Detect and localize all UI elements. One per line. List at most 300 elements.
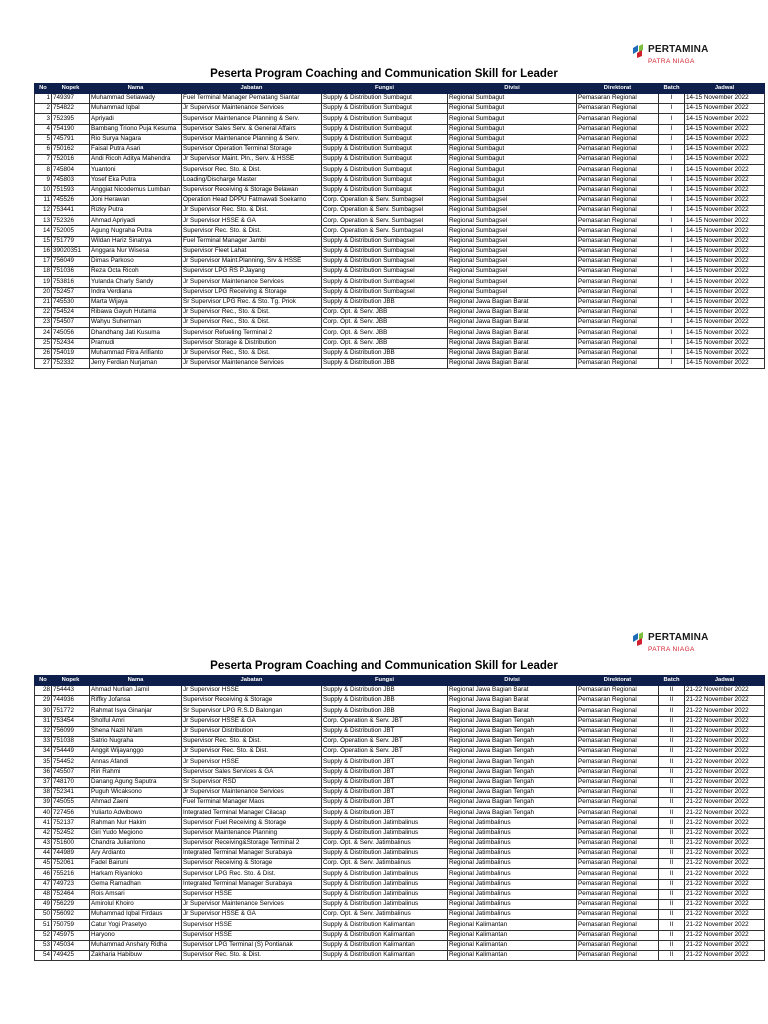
cell-nama: Ribawa Gayuh Hutama xyxy=(90,307,182,317)
cell-batch: I xyxy=(659,144,685,154)
cell-fungsi: Supply & Distribution JBT xyxy=(322,726,448,736)
cell-no: 50 xyxy=(35,910,52,920)
cell-nopek: 749397 xyxy=(52,94,90,104)
cell-nama: Faisal Putra Asari xyxy=(90,144,182,154)
cell-nama: Agung Nugraha Putra xyxy=(90,226,182,236)
cell-no: 45 xyxy=(35,859,52,869)
cell-nama: Yosef Eka Putra xyxy=(90,175,182,185)
cell-fungsi: Corp. Opt. & Serv. Jatimbalinus xyxy=(322,838,448,848)
cell-fungsi: Supply & Distribution Sumbagut xyxy=(322,114,448,124)
cell-batch: I xyxy=(659,104,685,114)
cell-nama: Anggit Wijayanggo xyxy=(90,747,182,757)
cell-nopek: 751038 xyxy=(52,736,90,746)
cell-batch: II xyxy=(659,808,685,818)
cell-nopek: 754019 xyxy=(52,348,90,358)
table-row xyxy=(35,297,765,307)
cell-no: 2 xyxy=(35,104,52,114)
cell-jadwal: 14-15 November 2022 xyxy=(685,277,765,287)
column-header-jabatan: Jabatan xyxy=(182,84,322,94)
cell-jadwal: 14-15 November 2022 xyxy=(685,104,765,114)
cell-jadwal: 14-15 November 2022 xyxy=(685,287,765,297)
cell-direktorat: Pemasaran Regional xyxy=(577,767,659,777)
cell-fungsi: Corp. Operation & Serv. JBT xyxy=(322,736,448,746)
column-header-jadwal: Jadwal xyxy=(685,676,765,686)
table-row xyxy=(35,195,765,205)
cell-jadwal: 14-15 November 2022 xyxy=(685,348,765,358)
table-row xyxy=(35,185,765,195)
table-row xyxy=(35,940,765,950)
cell-jadwal: 21-22 November 2022 xyxy=(685,726,765,736)
column-header-nopek: Nopek xyxy=(52,84,90,94)
cell-fungsi: Supply & Distribution JBB xyxy=(322,297,448,307)
cell-jabatan: Supervisor LPG Terminal (S) Pontianak xyxy=(182,940,322,950)
cell-batch: I xyxy=(659,246,685,256)
cell-nopek: 745056 xyxy=(52,328,90,338)
cell-fungsi: Supply & Distribution Sumbagut xyxy=(322,165,448,175)
cell-batch: I xyxy=(659,277,685,287)
cell-fungsi: Supply & Distribution Jatimbalinus xyxy=(322,889,448,899)
cell-jadwal: 14-15 November 2022 xyxy=(685,175,765,185)
cell-direktorat: Pemasaran Regional xyxy=(577,257,659,267)
cell-jadwal: 14-15 November 2022 xyxy=(685,144,765,154)
cell-nama: Wahyu Suherman xyxy=(90,318,182,328)
cell-fungsi: Corp. Operation & Serv. Sumbagsel xyxy=(322,206,448,216)
cell-nama: Riffky Jofansa xyxy=(90,696,182,706)
table-row xyxy=(35,869,765,879)
cell-divisi: Regional Sumbagut xyxy=(448,165,577,175)
participant-table xyxy=(34,83,765,369)
cell-no: 16 xyxy=(35,246,52,256)
table-row xyxy=(35,838,765,848)
cell-jabatan: Jr Supervisor Rec. Sto. & Dist. xyxy=(182,747,322,757)
cell-fungsi: Supply & Distribution Sumbagut xyxy=(322,104,448,114)
cell-jabatan: Supervisor Operation Terminal Storage xyxy=(182,144,322,154)
cell-nopek: 756092 xyxy=(52,910,90,920)
cell-divisi: Regional Jawa Bagian Tengah xyxy=(448,747,577,757)
table-row xyxy=(35,124,765,134)
cell-fungsi: Supply & Distribution Sumbagut xyxy=(322,175,448,185)
cell-jabatan: Jr Supervisor Maintenance Services xyxy=(182,899,322,909)
cell-direktorat: Pemasaran Regional xyxy=(577,757,659,767)
cell-jabatan: Fuel Terminal Manager Jambi xyxy=(182,236,322,246)
cell-fungsi: Supply & Distribution Sumbagut xyxy=(322,124,448,134)
cell-jabatan: Jr Supervisor Rec., Sto. & Dist. xyxy=(182,348,322,358)
cell-divisi: Regional Sumbagut xyxy=(448,155,577,165)
cell-direktorat: Pemasaran Regional xyxy=(577,940,659,950)
cell-nopek: 750759 xyxy=(52,920,90,930)
cell-divisi: Regional Sumbagsel xyxy=(448,216,577,226)
cell-nama: Bambang Triono Puja Kesuma xyxy=(90,124,182,134)
table-row xyxy=(35,358,765,368)
cell-divisi: Regional Jawa Bagian Tengah xyxy=(448,757,577,767)
cell-no: 18 xyxy=(35,267,52,277)
cell-nama: Reza Octa Ricoh xyxy=(90,267,182,277)
cell-jadwal: 14-15 November 2022 xyxy=(685,206,765,216)
cell-nopek: 752326 xyxy=(52,216,90,226)
cell-nopek: 749723 xyxy=(52,879,90,889)
cell-no: 52 xyxy=(35,930,52,940)
cell-fungsi: Supply & Distribution JBT xyxy=(322,798,448,808)
cell-nama: Anggiat Nicodemus Lumban xyxy=(90,185,182,195)
cell-nopek: 754822 xyxy=(52,104,90,114)
cell-no: 25 xyxy=(35,338,52,348)
cell-direktorat: Pemasaran Regional xyxy=(577,104,659,114)
cell-jabatan: Supervisor Sales Services & GA xyxy=(182,767,322,777)
cell-nopek: 754443 xyxy=(52,686,90,696)
cell-direktorat: Pemasaran Regional xyxy=(577,358,659,368)
cell-fungsi: Supply & Distribution Jatimbalinus xyxy=(322,818,448,828)
cell-nopek: 756099 xyxy=(52,726,90,736)
cell-divisi: Regional Jawa Bagian Tengah xyxy=(448,798,577,808)
cell-no: 53 xyxy=(35,940,52,950)
cell-jadwal: 21-22 November 2022 xyxy=(685,798,765,808)
table-row xyxy=(35,165,765,175)
cell-nama: Rahman Nur Hakim xyxy=(90,818,182,828)
table-row xyxy=(35,318,765,328)
cell-no: 3 xyxy=(35,114,52,124)
cell-jabatan: Jr Supervisor HSSE xyxy=(182,686,322,696)
cell-jabatan: Jr Supervisor Maintenance Services xyxy=(182,787,322,797)
cell-jabatan: Jr Supervisor Rec., Sto. & Dist. xyxy=(182,318,322,328)
cell-direktorat: Pemasaran Regional xyxy=(577,838,659,848)
table-row xyxy=(35,736,765,746)
cell-nopek: 751772 xyxy=(52,706,90,716)
table-row xyxy=(35,134,765,144)
cell-nopek: 753441 xyxy=(52,206,90,216)
cell-divisi: Regional Sumbagut xyxy=(448,114,577,124)
cell-fungsi: Corp. Opt. & Serv. JBB xyxy=(322,338,448,348)
cell-batch: II xyxy=(659,767,685,777)
table-row xyxy=(35,206,765,216)
cell-batch: II xyxy=(659,950,685,960)
cell-no: 27 xyxy=(35,358,52,368)
cell-jadwal: 14-15 November 2022 xyxy=(685,185,765,195)
cell-nopek: 753454 xyxy=(52,716,90,726)
cell-fungsi: Corp. Opt. & Serv. Jatimbalinus xyxy=(322,910,448,920)
cell-jadwal: 21-22 November 2022 xyxy=(685,716,765,726)
cell-divisi: Regional Sumbagsel xyxy=(448,277,577,287)
cell-nama: Anggara Nur Wisesa xyxy=(90,246,182,256)
cell-fungsi: Supply & Distribution JBT xyxy=(322,767,448,777)
cell-fungsi: Supply & Distribution JBB xyxy=(322,706,448,716)
cell-direktorat: Pemasaran Regional xyxy=(577,348,659,358)
cell-no: 20 xyxy=(35,287,52,297)
table-row xyxy=(35,910,765,920)
cell-nama: Amirolul Khoiro xyxy=(90,899,182,909)
cell-batch: I xyxy=(659,297,685,307)
cell-no: 43 xyxy=(35,838,52,848)
cell-nopek: 751593 xyxy=(52,185,90,195)
cell-direktorat: Pemasaran Regional xyxy=(577,747,659,757)
cell-nopek: 745803 xyxy=(52,175,90,185)
cell-nopek: 751600 xyxy=(52,838,90,848)
table-row xyxy=(35,686,765,696)
cell-batch: II xyxy=(659,859,685,869)
cell-no: 7 xyxy=(35,155,52,165)
cell-jadwal: 21-22 November 2022 xyxy=(685,747,765,757)
table-row xyxy=(35,696,765,706)
cell-divisi: Regional Sumbagsel xyxy=(448,195,577,205)
cell-fungsi: Corp. Opt. & Serv. JBB xyxy=(322,318,448,328)
cell-nama: Jerry Ferdian Nurjaman xyxy=(90,358,182,368)
cell-direktorat: Pemasaran Regional xyxy=(577,828,659,838)
cell-direktorat: Pemasaran Regional xyxy=(577,889,659,899)
table-row xyxy=(35,328,765,338)
cell-jabatan: Supervisor LPG Rec. Sto. & Dist. xyxy=(182,869,322,879)
cell-fungsi: Corp. Opt. & Serv. JBB xyxy=(322,307,448,317)
cell-jabatan: Supervisor Sales Serv. & General Affairs xyxy=(182,124,322,134)
cell-divisi: Regional Sumbagsel xyxy=(448,287,577,297)
cell-divisi: Regional Jatimbalinus xyxy=(448,818,577,828)
table-header-row xyxy=(35,84,765,94)
cell-jadwal: 14-15 November 2022 xyxy=(685,216,765,226)
brand-name: PERTAMINA xyxy=(648,44,709,55)
cell-jadwal: 21-22 November 2022 xyxy=(685,696,765,706)
cell-fungsi: Supply & Distribution Sumbagsel xyxy=(322,257,448,267)
cell-direktorat: Pemasaran Regional xyxy=(577,134,659,144)
table-row xyxy=(35,849,765,859)
cell-batch: II xyxy=(659,706,685,716)
table-row xyxy=(35,144,765,154)
cell-batch: I xyxy=(659,338,685,348)
cell-jabatan: Jr Supervisor Maintenance Services xyxy=(182,358,322,368)
cell-direktorat: Pemasaran Regional xyxy=(577,777,659,787)
cell-nopek: 754452 xyxy=(52,757,90,767)
cell-batch: II xyxy=(659,757,685,767)
cell-divisi: Regional Jawa Bagian Tengah xyxy=(448,736,577,746)
column-header-divisi: Divisi xyxy=(448,676,577,686)
cell-divisi: Regional Jawa Bagian Barat xyxy=(448,358,577,368)
cell-fungsi: Corp. Operation & Serv. Sumbagsel xyxy=(322,195,448,205)
cell-fungsi: Supply & Distribution JBT xyxy=(322,787,448,797)
cell-divisi: Regional Jatimbalinus xyxy=(448,828,577,838)
cell-jadwal: 14-15 November 2022 xyxy=(685,226,765,236)
cell-jabatan: Supervisor Maintenance Planning & Serv. xyxy=(182,114,322,124)
cell-jabatan: Supervisor HSSE xyxy=(182,889,322,899)
table-row xyxy=(35,767,765,777)
table-row xyxy=(35,950,765,960)
cell-no: 32 xyxy=(35,726,52,736)
cell-divisi: Regional Sumbagut xyxy=(448,185,577,195)
cell-no: 19 xyxy=(35,277,52,287)
cell-direktorat: Pemasaran Regional xyxy=(577,706,659,716)
cell-divisi: Regional Sumbagsel xyxy=(448,246,577,256)
table-row xyxy=(35,899,765,909)
cell-no: 13 xyxy=(35,216,52,226)
cell-fungsi: Supply & Distribution Sumbagsel xyxy=(322,287,448,297)
cell-divisi: Regional Jatimbalinus xyxy=(448,849,577,859)
column-header-batch: Batch xyxy=(659,676,685,686)
cell-fungsi: Supply & Distribution Sumbagsel xyxy=(322,267,448,277)
cell-jabatan: Supervisor Receiving&Storage Terminal 2 xyxy=(182,838,322,848)
table-row xyxy=(35,94,765,104)
cell-direktorat: Pemasaran Regional xyxy=(577,185,659,195)
column-header-nama: Nama xyxy=(90,676,182,686)
cell-jabatan: Integrated Terminal Manager Cilacap xyxy=(182,808,322,818)
page-title: Peserta Program Coaching and Communication Skill for Leader xyxy=(210,68,558,80)
column-header-divisi: Divisi xyxy=(448,84,577,94)
cell-nopek: 752395 xyxy=(52,114,90,124)
cell-jadwal: 14-15 November 2022 xyxy=(685,318,765,328)
cell-divisi: Regional Sumbagsel xyxy=(448,257,577,267)
cell-no: 29 xyxy=(35,696,52,706)
cell-jabatan: Supervisor Fleet Lahat xyxy=(182,246,322,256)
cell-divisi: Regional Jatimbalinus xyxy=(448,869,577,879)
page-title: Peserta Program Coaching and Communication Skill for Leader xyxy=(210,660,558,672)
cell-nama: Muhammad Iqbal Firdaus xyxy=(90,910,182,920)
table-row xyxy=(35,216,765,226)
cell-direktorat: Pemasaran Regional xyxy=(577,787,659,797)
cell-batch: I xyxy=(659,287,685,297)
cell-nopek: 751779 xyxy=(52,236,90,246)
cell-no: 10 xyxy=(35,185,52,195)
cell-jabatan: Jr Supervisor Rec. Sto. & Dist. xyxy=(182,206,322,216)
cell-nopek: 39020351 xyxy=(52,246,90,256)
table-row xyxy=(35,726,765,736)
cell-direktorat: Pemasaran Regional xyxy=(577,849,659,859)
cell-divisi: Regional Sumbagsel xyxy=(448,236,577,246)
cell-direktorat: Pemasaran Regional xyxy=(577,277,659,287)
cell-direktorat: Pemasaran Regional xyxy=(577,195,659,205)
table-row xyxy=(35,920,765,930)
table-row xyxy=(35,307,765,317)
cell-jabatan: Jr Supervisor Maint. Pln., Serv. & HSSE xyxy=(182,155,322,165)
cell-jabatan: Supervisor Refueling Terminal 2 xyxy=(182,328,322,338)
cell-divisi: Regional Jawa Bagian Barat xyxy=(448,338,577,348)
cell-no: 42 xyxy=(35,828,52,838)
cell-jadwal: 21-22 November 2022 xyxy=(685,706,765,716)
cell-nama: Gema Ramadhan xyxy=(90,879,182,889)
cell-direktorat: Pemasaran Regional xyxy=(577,338,659,348)
cell-direktorat: Pemasaran Regional xyxy=(577,114,659,124)
column-header-nopek: Nopek xyxy=(52,676,90,686)
cell-divisi: Regional Kalimantan xyxy=(448,950,577,960)
cell-nama: Dhandhang Jati Kusuma xyxy=(90,328,182,338)
cell-no: 30 xyxy=(35,706,52,716)
cell-nama: Yuliarto Adwibowo xyxy=(90,808,182,818)
cell-direktorat: Pemasaran Regional xyxy=(577,165,659,175)
table-row xyxy=(35,338,765,348)
cell-no: 48 xyxy=(35,889,52,899)
cell-nama: Indra Verdiana xyxy=(90,287,182,297)
brand-subtitle: PATRA NIAGA xyxy=(648,58,695,65)
cell-direktorat: Pemasaran Regional xyxy=(577,726,659,736)
cell-divisi: Regional Sumbagut xyxy=(448,104,577,114)
pertamina-logo-icon xyxy=(632,44,648,58)
column-header-direktorat: Direktorat xyxy=(577,84,659,94)
cell-nopek: 745975 xyxy=(52,930,90,940)
cell-nama: Dimas Parkoso xyxy=(90,257,182,267)
table-row xyxy=(35,930,765,940)
cell-nopek: 752016 xyxy=(52,155,90,165)
cell-direktorat: Pemasaran Regional xyxy=(577,818,659,828)
cell-jadwal: 21-22 November 2022 xyxy=(685,828,765,838)
cell-jadwal: 14-15 November 2022 xyxy=(685,124,765,134)
pertamina-logo-icon xyxy=(632,632,648,646)
cell-batch: II xyxy=(659,930,685,940)
cell-jabatan: Fuel Terminal Manager Pematang Siantar xyxy=(182,94,322,104)
cell-jabatan: Jr Supervisor HSSE & GA xyxy=(182,216,322,226)
cell-nama: Pramudi xyxy=(90,338,182,348)
table-row xyxy=(35,889,765,899)
cell-batch: I xyxy=(659,124,685,134)
cell-direktorat: Pemasaran Regional xyxy=(577,950,659,960)
cell-nama: Fadel Bairuni xyxy=(90,859,182,869)
cell-jabatan: Jr Supervisor Rec., Sto. & Dist. xyxy=(182,307,322,317)
column-header-nama: Nama xyxy=(90,84,182,94)
cell-nama: Shena Nazil Ni'am xyxy=(90,726,182,736)
cell-no: 9 xyxy=(35,175,52,185)
cell-divisi: Regional Jawa Bagian Tengah xyxy=(448,767,577,777)
cell-divisi: Regional Jawa Bagian Barat xyxy=(448,307,577,317)
cell-direktorat: Pemasaran Regional xyxy=(577,307,659,317)
cell-no: 51 xyxy=(35,920,52,930)
table-row xyxy=(35,277,765,287)
cell-divisi: Regional Jatimbalinus xyxy=(448,899,577,909)
column-header-jabatan: Jabatan xyxy=(182,676,322,686)
cell-divisi: Regional Jatimbalinus xyxy=(448,910,577,920)
cell-nama: Giri Yudo Megiono xyxy=(90,828,182,838)
cell-no: 4 xyxy=(35,124,52,134)
table-row xyxy=(35,787,765,797)
cell-nama: Andi Ricoh Aditya Mahendra xyxy=(90,155,182,165)
cell-direktorat: Pemasaran Regional xyxy=(577,246,659,256)
cell-jadwal: 21-22 November 2022 xyxy=(685,950,765,960)
cell-direktorat: Pemasaran Regional xyxy=(577,869,659,879)
cell-jabatan: Operation Head DPPU Fatmawati Soekarno xyxy=(182,195,322,205)
cell-divisi: Regional Sumbagsel xyxy=(448,267,577,277)
cell-nama: Puguh Wicaksono xyxy=(90,787,182,797)
cell-batch: II xyxy=(659,899,685,909)
cell-nama: Zakharia Habibuw xyxy=(90,950,182,960)
cell-fungsi: Supply & Distribution Sumbagut xyxy=(322,144,448,154)
cell-nama: Yulanda Charly Sandy xyxy=(90,277,182,287)
table-row xyxy=(35,808,765,818)
cell-batch: II xyxy=(659,889,685,899)
cell-batch: I xyxy=(659,94,685,104)
cell-no: 37 xyxy=(35,777,52,787)
cell-direktorat: Pemasaran Regional xyxy=(577,94,659,104)
table-row xyxy=(35,104,765,114)
cell-batch: II xyxy=(659,798,685,808)
table-row xyxy=(35,879,765,889)
cell-jadwal: 14-15 November 2022 xyxy=(685,257,765,267)
cell-fungsi: Supply & Distribution Sumbagsel xyxy=(322,277,448,287)
cell-fungsi: Supply & Distribution Jatimbalinus xyxy=(322,869,448,879)
cell-no: 49 xyxy=(35,899,52,909)
cell-jabatan: Fuel Terminal Manager Maos xyxy=(182,798,322,808)
cell-jadwal: 21-22 November 2022 xyxy=(685,869,765,879)
cell-fungsi: Supply & Distribution Jatimbalinus xyxy=(322,879,448,889)
cell-fungsi: Supply & Distribution JBT xyxy=(322,777,448,787)
cell-nopek: 745055 xyxy=(52,798,90,808)
cell-jadwal: 14-15 November 2022 xyxy=(685,307,765,317)
cell-jadwal: 21-22 November 2022 xyxy=(685,777,765,787)
cell-batch: II xyxy=(659,838,685,848)
table-row xyxy=(35,175,765,185)
cell-jadwal: 21-22 November 2022 xyxy=(685,940,765,950)
cell-fungsi: Supply & Distribution JBB xyxy=(322,348,448,358)
cell-jabatan: Supervisor Receiving & Storage xyxy=(182,859,322,869)
cell-fungsi: Supply & Distribution Sumbagut xyxy=(322,185,448,195)
cell-no: 17 xyxy=(35,257,52,267)
cell-nopek: 754507 xyxy=(52,318,90,328)
cell-jadwal: 21-22 November 2022 xyxy=(685,808,765,818)
column-header-direktorat: Direktorat xyxy=(577,676,659,686)
cell-jadwal: 21-22 November 2022 xyxy=(685,879,765,889)
cell-jabatan: Supervisor Receiving & Storage Belawan xyxy=(182,185,322,195)
cell-fungsi: Supply & Distribution Kalimantan xyxy=(322,950,448,960)
